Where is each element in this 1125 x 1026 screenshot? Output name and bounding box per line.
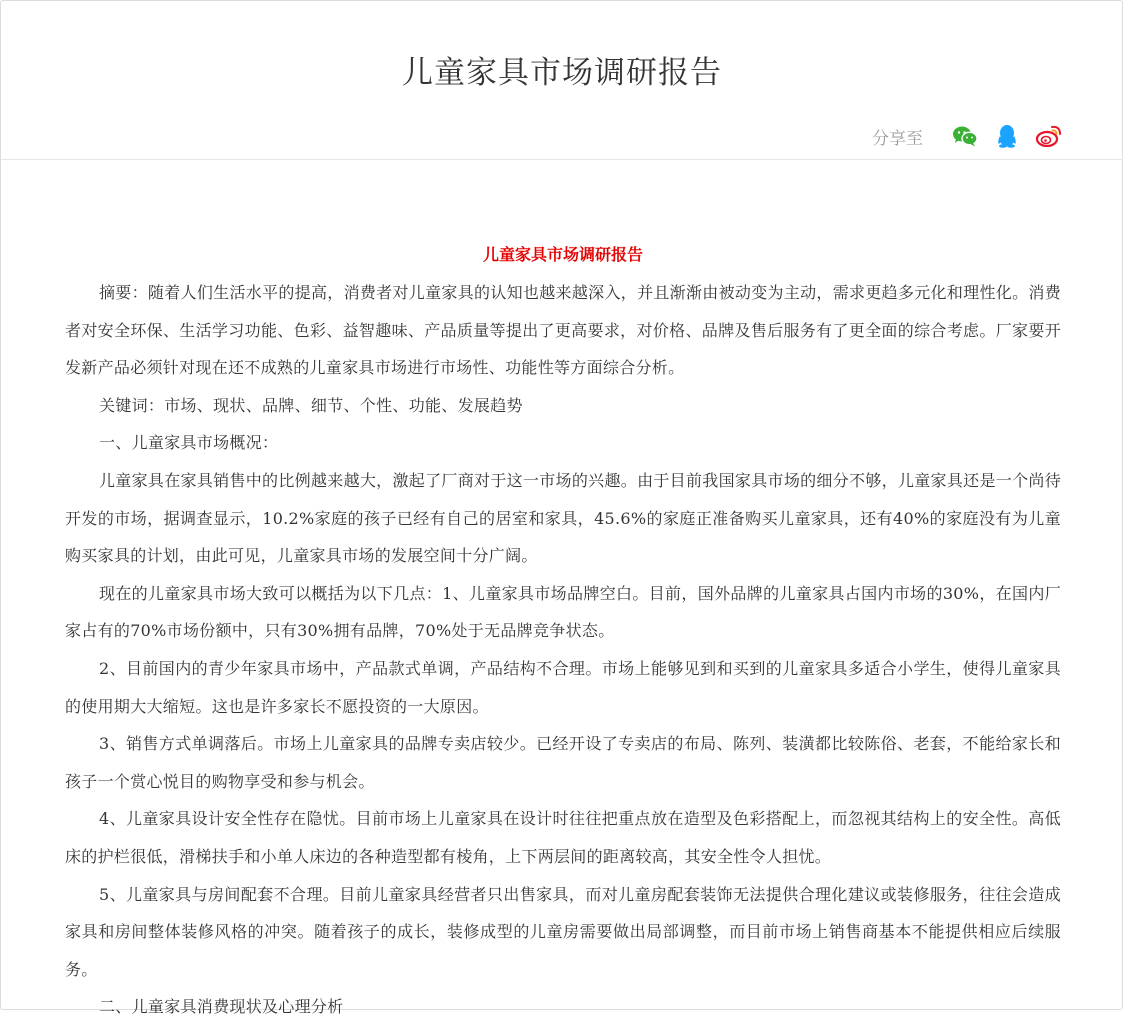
- article-title: 儿童家具市场调研报告: [482, 245, 643, 264]
- share-label: 分享至: [872, 128, 923, 149]
- paragraph: 5、儿童家具与房间配套不合理。目前儿童家具经营者只出售家具，而对儿童房配套装饰无法提供合理化建议或装修服务，往往会造成家具和房间整体装修风格的冲突。随着孩子的成长，装修成型的儿童房需要做出局部调整，而目前市场上销售商基本不能提供相应后续服务。: [65, 884, 1061, 979]
- paragraph: 现在的儿童家具市场大致可以概括为以下几点：1、儿童家具市场品牌空白。目前，国外品牌的儿童家具占国内市场的30%，在国内厂家占有的70%市场份额中，只有30%拥有品牌，70%处于无品牌竞争状态。: [65, 583, 1061, 641]
- paragraph: 儿童家具在家具销售中的比例越来越大，激起了厂商对于这一市场的兴趣。由于目前我国家具市场的细分不够，儿童家具还是一个尚待开发的市场，据调查显示，10.2%家庭的孩子已经有自己的居室和家具，45.6%的家庭正准备购买儿童家具，还有40%的家庭没有为儿童购买家具的计划，由此可见，儿童家具市场的发展空间十分广阔。: [65, 470, 1061, 566]
- section-heading-2: 二、儿童家具消费现状及心理分析: [99, 997, 344, 1017]
- article-body: [65, 236, 1061, 1026]
- paragraph-keywords: 关键词：市场、现状、品牌、细节、个性、功能、发展趋势: [99, 395, 523, 415]
- page-header: [1, 1, 1123, 160]
- share-bar: [872, 121, 1063, 151]
- paragraph: 3、销售方式单调落后。市场上儿童家具的品牌专卖店较少。已经开设了专卖店的布局、陈列、装潢都比较陈俗、老套，不能给家长和孩子一个赏心悦目的购物享受和参与机会。: [65, 734, 1061, 791]
- paragraph: 2、目前国内的青少年家具市场中，产品款式单调，产品结构不合理。市场上能够见到和买到的儿童家具多适合小学生，使得儿童家具的使用期大大缩短。这也是许多家长不愿投资的一大原因。: [65, 658, 1061, 716]
- qq-icon[interactable]: [993, 122, 1021, 150]
- section-heading-1: 一、儿童家具市场概况：: [99, 433, 279, 453]
- page-title: 儿童家具市场调研报告: [402, 55, 722, 91]
- weibo-icon[interactable]: [1035, 122, 1063, 150]
- wechat-icon[interactable]: [951, 122, 979, 150]
- paragraph: 4、儿童家具设计安全性存在隐忧。目前市场上儿童家具在设计时往往把重点放在造型及色彩搭配上，而忽视其结构上的安全性。高低床的护栏很低，滑梯扶手和小单人床边的各种造型都有棱角，上下两层间的距离较高，其安全性令人担忧。: [65, 809, 1061, 866]
- paragraph-abstract: 摘要：随着人们生活水平的提高，消费者对儿童家具的认知也越来越深入，并且渐渐由被动变为主动，需求更趋多元化和理性化。消费者对安全环保、生活学习功能、色彩、益智趣味、产品质量等提出了更高要求，对价格、品牌及售后服务有了更全面的综合考虑。厂家要开发新产品必须针对现在还不成熟的儿童家具市场进行市场性、功能性等方面综合分析。: [65, 283, 1061, 378]
